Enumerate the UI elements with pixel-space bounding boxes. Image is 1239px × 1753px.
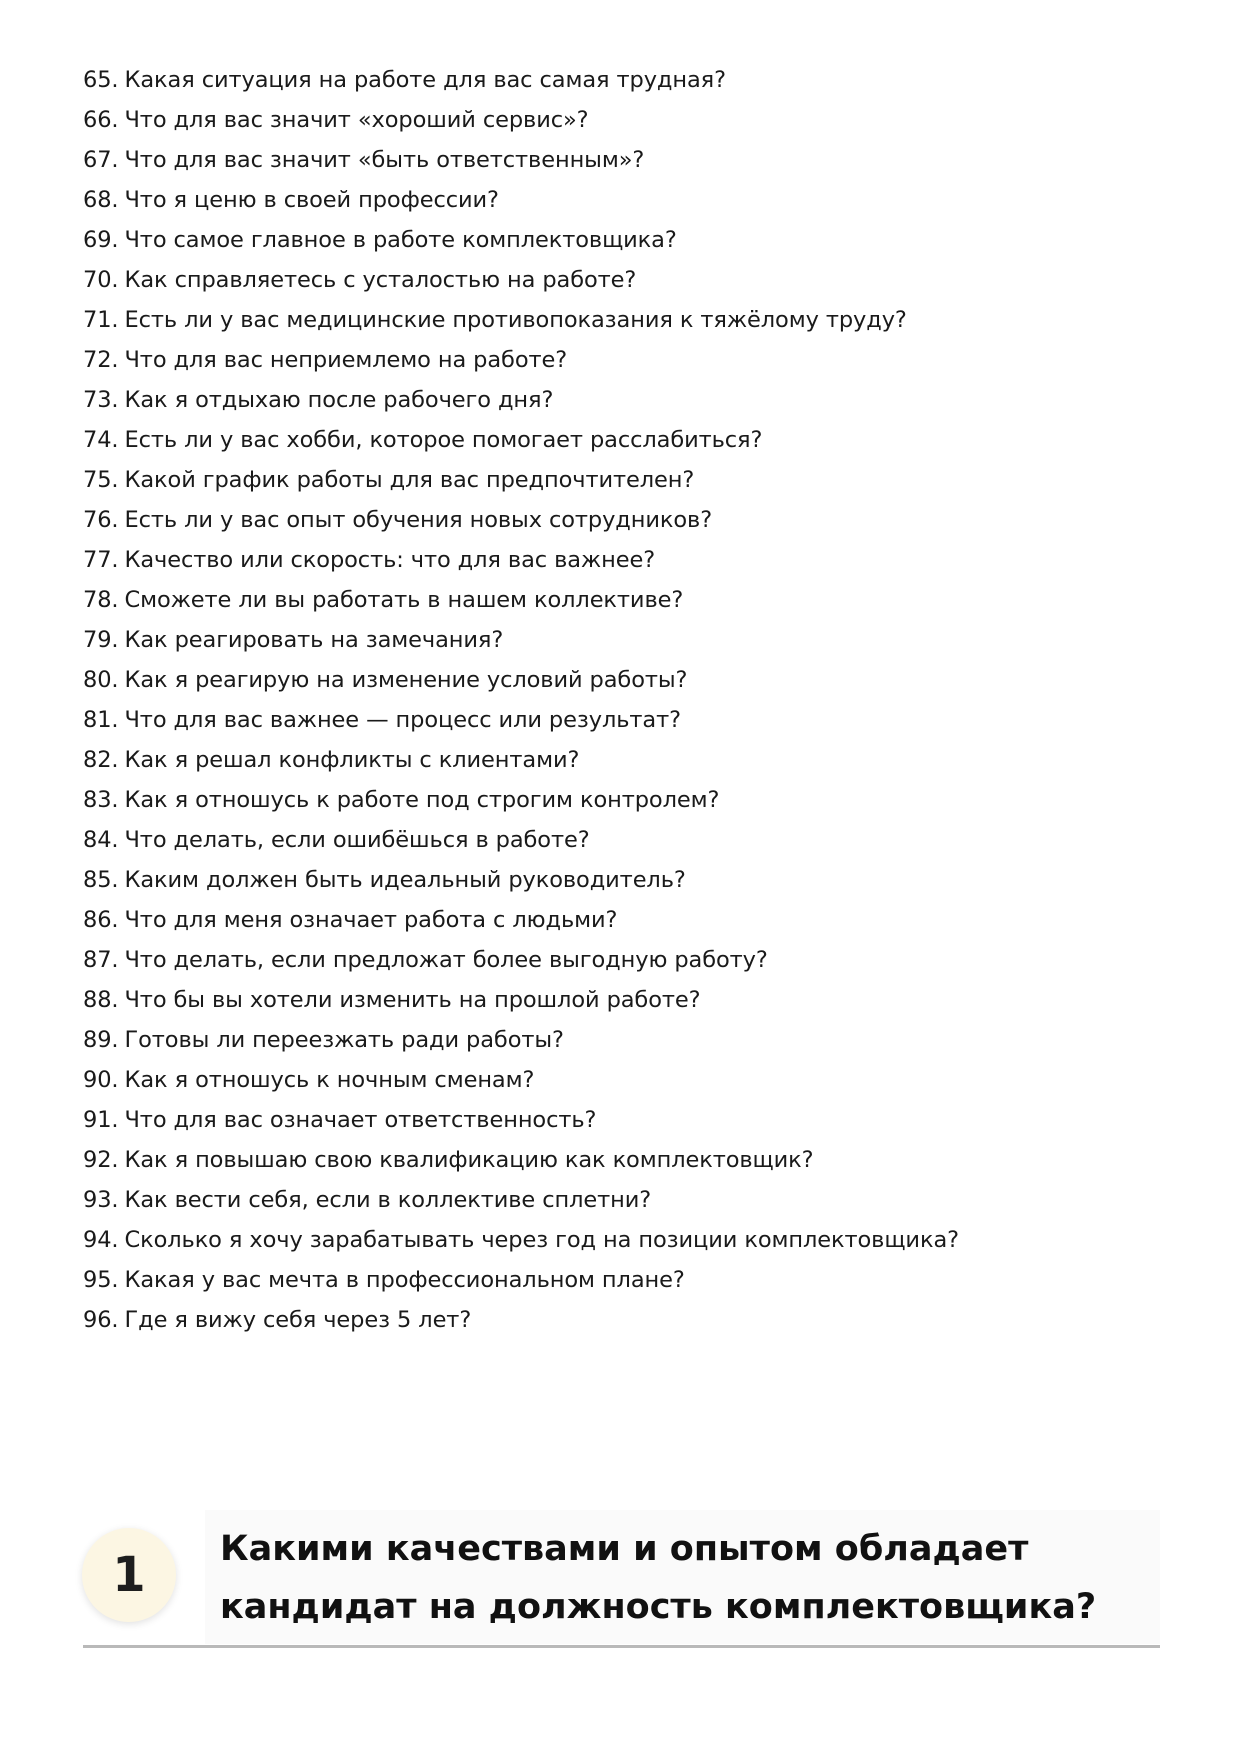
question-text: Каким должен быть идеальный руководитель?	[124, 867, 686, 893]
question-item	[83, 780, 1163, 820]
question-item	[83, 580, 1163, 620]
question-text: Что бы вы хотели изменить на прошлой работе?	[124, 987, 701, 1013]
question-item	[83, 1060, 1163, 1100]
question-text: Какая ситуация на работе для вас самая трудная?	[124, 67, 726, 93]
question-text: Что я ценю в своей профессии?	[124, 187, 499, 213]
question-item	[83, 340, 1163, 380]
question-number: 74.	[83, 427, 119, 453]
question-number: 67.	[83, 147, 119, 173]
question-number: 87.	[83, 947, 119, 973]
question-number: 96.	[83, 1307, 119, 1333]
section-divider	[83, 1645, 1160, 1648]
question-item	[83, 1260, 1163, 1300]
question-text: Какой график работы для вас предпочтителен?	[124, 467, 695, 493]
question-text: Как реагировать на замечания?	[124, 627, 504, 653]
question-item	[83, 380, 1163, 420]
question-number: 77.	[83, 547, 119, 573]
section-header	[0, 1500, 1239, 1660]
question-text: Что делать, если предложат более выгодную работу?	[124, 947, 768, 973]
question-number: 68.	[83, 187, 119, 213]
question-text: Как я реагирую на изменение условий работы?	[124, 667, 688, 693]
question-number: 84.	[83, 827, 119, 853]
question-text: Как я отношусь к ночным сменам?	[124, 1067, 535, 1093]
question-item	[83, 940, 1163, 980]
question-number: 65.	[83, 67, 119, 93]
question-text: Что делать, если ошибёшься в работе?	[124, 827, 590, 853]
question-item	[83, 1220, 1163, 1260]
question-number: 81.	[83, 707, 119, 733]
question-item	[83, 1020, 1163, 1060]
question-text: Сможете ли вы работать в нашем коллективе?	[124, 587, 684, 613]
question-item	[83, 900, 1163, 940]
question-text: Что для вас неприемлемо на работе?	[124, 347, 568, 373]
section-title: Какими качествами и опытом обладает кандидат на должность комплектовщика?	[220, 1529, 1097, 1627]
question-number: 90.	[83, 1067, 119, 1093]
question-item	[83, 1180, 1163, 1220]
question-text: Как я повышаю свою квалификацию как комплектовщик?	[124, 1147, 814, 1173]
question-item	[83, 740, 1163, 780]
question-item	[83, 660, 1163, 700]
question-number: 79.	[83, 627, 119, 653]
question-text: Есть ли у вас медицинские противопоказания к тяжёлому труду?	[124, 307, 907, 333]
question-number: 86.	[83, 907, 119, 933]
question-item	[83, 700, 1163, 740]
question-text: Что для вас означает ответственность?	[124, 1107, 597, 1133]
question-item	[83, 420, 1163, 460]
question-item	[83, 540, 1163, 580]
question-number: 83.	[83, 787, 119, 813]
question-item	[83, 60, 1163, 100]
question-text: Сколько я хочу зарабатывать через год на позиции комплектовщика?	[124, 1227, 959, 1253]
question-item	[83, 1140, 1163, 1180]
question-item	[83, 980, 1163, 1020]
question-number: 91.	[83, 1107, 119, 1133]
question-number: 88.	[83, 987, 119, 1013]
question-item	[83, 500, 1163, 540]
question-number: 89.	[83, 1027, 119, 1053]
question-item	[83, 140, 1163, 180]
question-text: Что самое главное в работе комплектовщика?	[124, 227, 677, 253]
question-text: Есть ли у вас опыт обучения новых сотрудников?	[124, 507, 713, 533]
question-text: Где я вижу себя через 5 лет?	[124, 1307, 472, 1333]
question-number: 72.	[83, 347, 119, 373]
question-item	[83, 860, 1163, 900]
question-item	[83, 100, 1163, 140]
question-item	[83, 1100, 1163, 1140]
question-text: Какая у вас мечта в профессиональном плане?	[124, 1267, 685, 1293]
question-item	[83, 1300, 1163, 1340]
question-text: Как я решал конфликты с клиентами?	[124, 747, 580, 773]
question-list	[83, 60, 1163, 1340]
question-text: Что для вас значит «быть ответственным»?	[124, 147, 645, 173]
question-number: 93.	[83, 1187, 119, 1213]
question-text: Есть ли у вас хобби, которое помогает расслабиться?	[124, 427, 763, 453]
question-number: 69.	[83, 227, 119, 253]
question-text: Готовы ли переезжать ради работы?	[124, 1027, 564, 1053]
question-text: Как я отдыхаю после рабочего дня?	[124, 387, 554, 413]
question-number: 92.	[83, 1147, 119, 1173]
question-number: 73.	[83, 387, 119, 413]
question-number: 94.	[83, 1227, 119, 1253]
question-number: 75.	[83, 467, 119, 493]
section-number-badge: 1	[82, 1528, 176, 1622]
question-item	[83, 300, 1163, 340]
question-text: Как я отношусь к работе под строгим контролем?	[124, 787, 720, 813]
question-text: Как справляетесь с усталостью на работе?	[124, 267, 637, 293]
question-text: Что для меня означает работа с людьми?	[124, 907, 618, 933]
question-number: 71.	[83, 307, 119, 333]
question-text: Что для вас важнее — процесс или результат?	[124, 707, 681, 733]
question-number: 66.	[83, 107, 119, 133]
question-number: 70.	[83, 267, 119, 293]
question-number: 85.	[83, 867, 119, 893]
question-item	[83, 820, 1163, 860]
question-text: Как вести себя, если в коллективе сплетни?	[124, 1187, 652, 1213]
question-item	[83, 460, 1163, 500]
question-text: Качество или скорость: что для вас важнее?	[124, 547, 656, 573]
question-item	[83, 260, 1163, 300]
question-item	[83, 180, 1163, 220]
question-number: 82.	[83, 747, 119, 773]
question-number: 76.	[83, 507, 119, 533]
question-text: Что для вас значит «хороший сервис»?	[124, 107, 589, 133]
question-number: 78.	[83, 587, 119, 613]
question-item	[83, 220, 1163, 260]
question-number: 80.	[83, 667, 119, 693]
question-item	[83, 620, 1163, 660]
question-number: 95.	[83, 1267, 119, 1293]
